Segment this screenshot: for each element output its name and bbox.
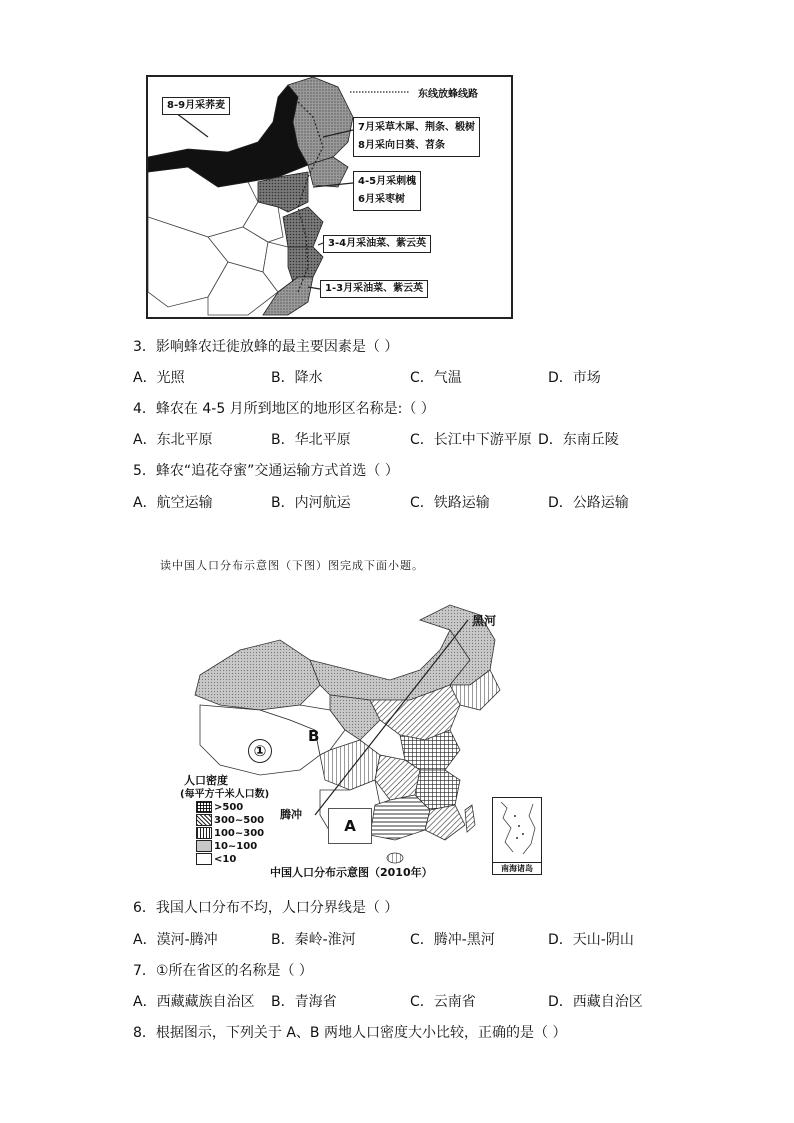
legend-swatch-100 — [196, 827, 212, 839]
route-box-jan-march: 1-3月采油菜、紫云英 — [320, 280, 428, 298]
question-3-option-c[interactable]: C．气温 — [410, 370, 462, 386]
legend-swatch-500 — [196, 801, 212, 813]
bee-route-map — [146, 75, 513, 319]
question-7-option-c[interactable]: C．云南省 — [410, 994, 476, 1010]
question-7-option-a[interactable]: A．西藏藏族自治区 — [133, 994, 255, 1010]
legend-swatch-10 — [196, 840, 212, 852]
question-4-stem: 4．蜂农在 4-5 月所到地区的地形区名称是:（ ） — [133, 401, 435, 417]
legend-row-300 — [196, 814, 264, 826]
legend-row-lt10 — [196, 853, 236, 865]
region-b-label: B — [308, 727, 320, 745]
legend-label-lt10: <10 — [214, 854, 237, 865]
route-box-april-june — [353, 171, 421, 211]
density-legend — [180, 772, 275, 864]
legend-label-300: 300~500 — [214, 815, 265, 826]
question-4-option-a[interactable]: A．东北平原 — [133, 432, 213, 448]
question-3-stem: 3．影响蜂农迁徙放蜂的最主要因素是（ ） — [133, 339, 399, 355]
legend-swatch-lt10 — [196, 853, 212, 865]
question-3-option-a[interactable]: A．光照 — [133, 370, 185, 386]
question-6-option-a[interactable]: A．漠河-腾冲 — [133, 932, 218, 948]
question-3-option-b[interactable]: B．降水 — [271, 370, 323, 386]
question-7-option-d[interactable]: D．西藏自治区 — [548, 994, 643, 1010]
question-7-stem: 7．①所在省区的名称是（ ） — [133, 963, 313, 979]
question-5-option-b[interactable]: B．内河航运 — [271, 495, 351, 511]
question-8-stem: 8．根据图示，下列关于 A、B 两地人口密度大小比较，正确的是（ ） — [133, 1025, 567, 1041]
inset-islands-drawing — [493, 798, 541, 860]
legend-label-500: >500 — [214, 802, 244, 813]
region-a-label: A — [344, 817, 356, 835]
question-3-option-d[interactable]: D．市场 — [548, 370, 601, 386]
question-6-option-d[interactable]: D．天山-阴山 — [548, 932, 634, 948]
question-5-option-d[interactable]: D．公路运输 — [548, 495, 629, 511]
route-box-august: 8月采向日葵、苕条 — [358, 140, 445, 151]
inset-label: 南海诸岛 — [493, 862, 541, 874]
route-box-april: 4-5月采刺槐 — [358, 176, 417, 187]
question-4-option-d[interactable]: D．东南丘陵 — [538, 432, 619, 448]
question-5-option-a[interactable]: A．航空运输 — [133, 495, 213, 511]
heihe-label: 黑河 — [472, 614, 497, 628]
south-china-sea-inset — [492, 797, 542, 875]
legend-row-10 — [196, 840, 257, 852]
question-6-option-c[interactable]: C．腾冲-黑河 — [410, 932, 495, 948]
question-6-stem: 6．我国人口分布不均，人口分界线是（ ） — [133, 900, 399, 916]
circle-1-label — [248, 739, 272, 763]
legend-row-100 — [196, 827, 264, 839]
legend-row-500 — [196, 801, 243, 813]
route-box-july: 7月采草木犀、荆条、椴树 — [358, 122, 475, 133]
route-box-buckwheat: 8-9月采荞麦 — [162, 97, 230, 115]
legend-label-10: 10~100 — [214, 841, 258, 852]
circle-1-text: ① — [253, 742, 267, 760]
route-box-june: 6月采枣树 — [358, 194, 405, 205]
region-a-box — [328, 808, 372, 844]
legend-subtitle: (每平方千米人口数) — [180, 789, 270, 800]
question-5-option-c[interactable]: C．铁路运输 — [410, 495, 490, 511]
question-6-option-b[interactable]: B．秦岭-淮河 — [271, 932, 356, 948]
route-box-july-august — [353, 117, 480, 157]
route-box-march-april: 3-4月采油菜、紫云英 — [323, 235, 431, 253]
tengchong-label: 腾冲 — [280, 808, 302, 821]
legend-title: 人口密度 — [184, 774, 228, 787]
legend-swatch-300 — [196, 814, 212, 826]
question-7-option-b[interactable]: B．青海省 — [271, 994, 337, 1010]
question-5-stem: 5．蜂农“追花夺蜜”交通运输方式首选（ ） — [133, 463, 399, 479]
question-4-option-c[interactable]: C．长江中下游平原 — [410, 432, 532, 448]
population-map — [180, 600, 550, 885]
instruction-text: 读中国人口分布示意图（下图）图完成下面小题。 — [160, 559, 424, 572]
legend-label-100: 100~300 — [214, 828, 265, 839]
route-legend: 东线放蜂线路 — [418, 89, 478, 100]
map-caption: 中国人口分布示意图（2010年） — [270, 866, 433, 879]
question-4-option-b[interactable]: B．华北平原 — [271, 432, 351, 448]
